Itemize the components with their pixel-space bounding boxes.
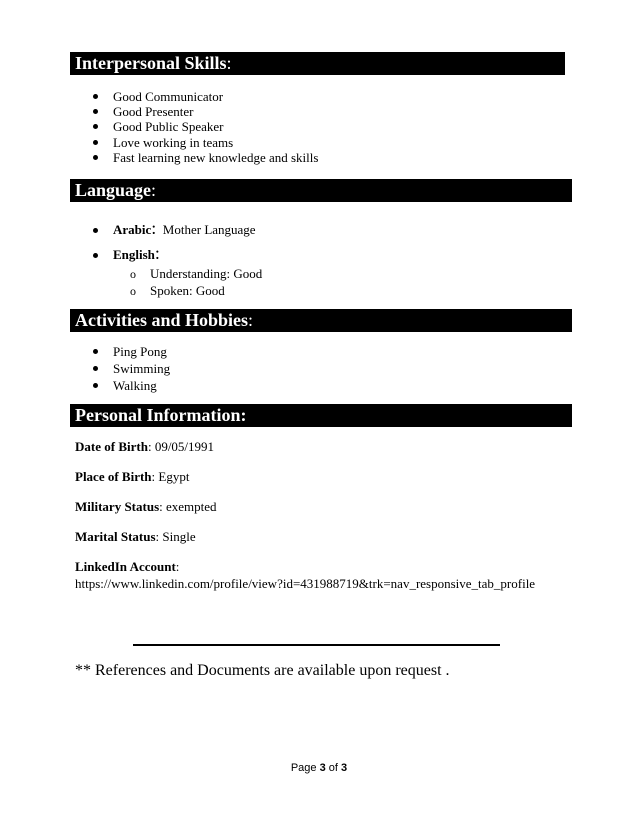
bullet-icon — [93, 383, 98, 388]
page-label: Page — [290, 762, 317, 774]
language-label: Arabic — [113, 222, 152, 237]
bullet-icon — [93, 94, 98, 99]
divider-line — [133, 644, 500, 646]
bullet-icon — [93, 253, 98, 258]
section-title: Interpersonal Skills — [75, 53, 227, 73]
section-header-interpersonal-skills — [70, 52, 565, 75]
section-header-activities-hobbies — [70, 309, 572, 332]
language-item-arabic — [113, 218, 256, 238]
bullet-icon — [93, 124, 98, 129]
section-title: Activities and Hobbies — [75, 310, 249, 330]
field-military-status: Military Status: exempted — [75, 499, 217, 514]
list-item: Good Communicator — [113, 89, 224, 104]
field-label: Place of Birth — [75, 469, 152, 484]
linkedin-url-link[interactable]: https://www.linkedin.com/profile/view?id=431988719&trk=nav_responsive_tab_profile — [75, 576, 536, 591]
sub-bullet-icon: o — [130, 284, 136, 298]
list-item: Walking — [113, 378, 157, 393]
field-value: Single — [162, 529, 196, 544]
list-item: Fast learning new knowledge and skills — [113, 150, 319, 165]
page-footer — [0, 762, 638, 774]
section-title: Personal Information: — [75, 405, 247, 425]
field-date-of-birth: Date of Birth: 09/05/1991 — [75, 439, 215, 454]
list-item: Good Public Speaker — [113, 119, 224, 134]
bullet-icon — [93, 109, 98, 114]
field-value: Egypt — [158, 469, 190, 484]
field-value: exempted — [166, 499, 217, 514]
references-note: ** References and Documents are available upon request . — [75, 662, 450, 679]
list-item: Ping Pong — [113, 344, 167, 359]
bullet-icon — [93, 228, 98, 233]
section-header-language — [70, 179, 572, 202]
language-item-english — [113, 243, 160, 263]
section-colon: : — [248, 310, 254, 330]
language-value: Mother Language — [162, 222, 256, 237]
field-label: Military Status — [75, 499, 160, 514]
page-current: 3 — [319, 762, 326, 774]
section-title: Language — [75, 180, 152, 200]
field-label: LinkedIn Account — [75, 559, 176, 574]
language-colon: : — [154, 243, 160, 263]
bullet-icon — [93, 155, 98, 160]
bullet-icon — [93, 140, 98, 145]
sub-bullet-icon: o — [130, 267, 136, 281]
field-marital-status: Marital Status: Single — [75, 529, 196, 544]
section-colon: : — [226, 53, 232, 73]
field-value: 09/05/1991 — [154, 439, 215, 454]
list-item: Good Presenter — [113, 104, 194, 119]
field-label: Marital Status — [75, 529, 156, 544]
page-of: of — [328, 762, 338, 774]
language-colon: : — [151, 218, 157, 238]
bullet-icon — [93, 349, 98, 354]
page-total: 3 — [341, 762, 348, 774]
section-colon: : — [151, 180, 157, 200]
field-label: Date of Birth — [75, 439, 148, 454]
list-item: Love working in teams — [113, 135, 234, 150]
section-header-personal-information — [70, 404, 572, 427]
sub-list-item: Understanding: Good — [150, 266, 263, 281]
list-item: Swimming — [113, 361, 171, 376]
field-linkedin-account: LinkedIn Account: — [75, 559, 180, 574]
language-label: English — [113, 247, 155, 262]
bullet-icon — [93, 366, 98, 371]
sub-list-item: Spoken: Good — [150, 283, 225, 298]
field-place-of-birth: Place of Birth: Egypt — [75, 469, 190, 484]
